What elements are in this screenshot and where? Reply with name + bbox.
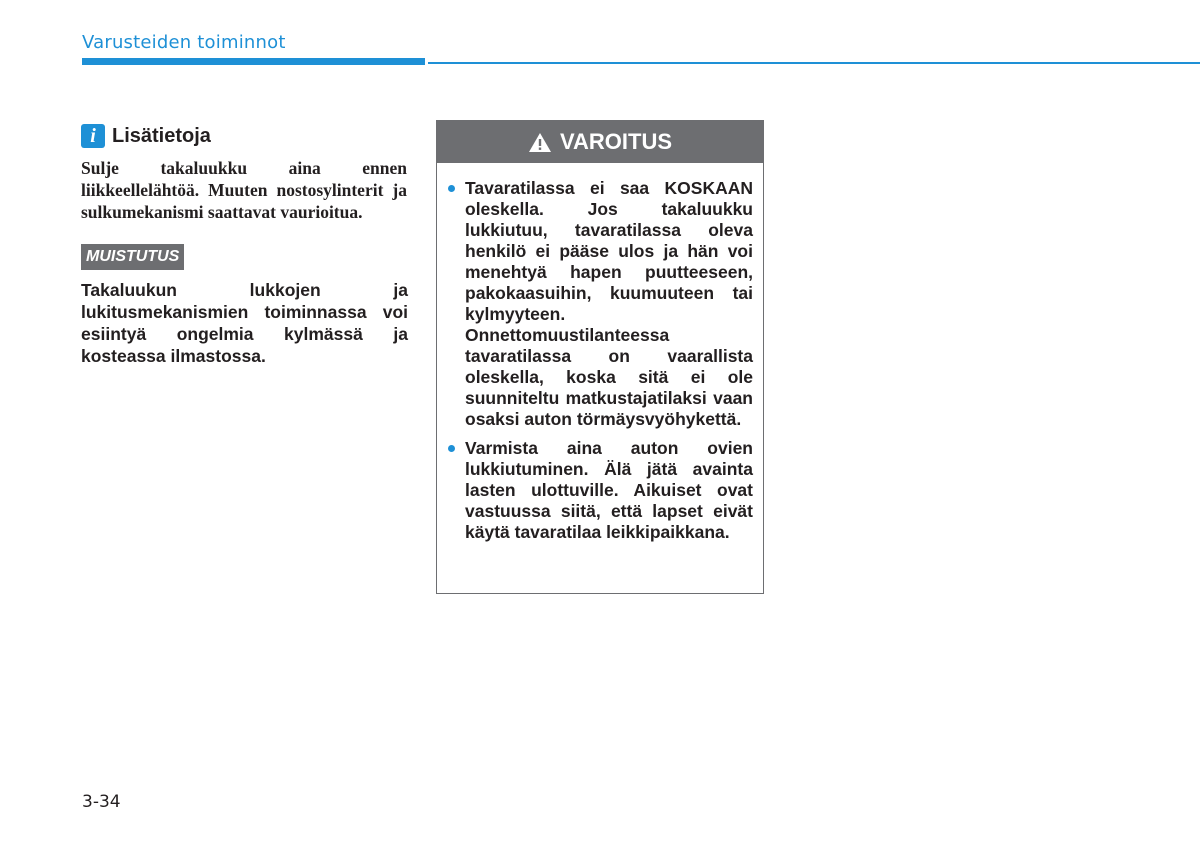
info-note-title: Lisätietoja [112, 124, 211, 147]
info-note-body: Sulje takaluukku aina ennen liikkeellelähtöä. Muuten nostosylinterit ja sulkumekanismi saattavat vaurioitua. [81, 158, 407, 222]
bullet-icon [448, 185, 455, 192]
warning-header [437, 121, 763, 163]
section-title: Varusteiden toiminnot [82, 32, 286, 53]
warning-box [436, 120, 764, 594]
header-rule-thick [82, 58, 425, 65]
warning-title: VAROITUS [559, 129, 673, 154]
notice-label: MUISTUTUS [81, 244, 184, 270]
warning-item [447, 438, 753, 543]
notice-body: Takaluukun lukkojen ja lukitusmekanismien toiminnassa voi esiintyä ongelmia kylmässä ja kosteassa ilmastossa. [81, 280, 408, 366]
info-icon: i [81, 124, 105, 148]
page-number: 3-34 [82, 792, 121, 812]
header-rule-thin [428, 62, 1200, 64]
warning-triangle-icon [528, 132, 552, 153]
warning-item-text: Tavaratilassa ei saa KOSKAAN oleskella. Jos takaluukku lukkiutuu, tavaratilassa oleva henkilö ei pääse ulos ja hän voi menehtyä hapen puutteeseen, pakokaasuihin, kuumuuteen tai kylmyyteen. Onnettomuustilanteessa tavaratilassa on vaarallista oleskella, koska sitä ei ole suunniteltu matkustajatilaksi vaan osaksi auton törmäysvyöhykettä. [465, 178, 753, 429]
warning-item-text: Varmista aina auton ovien lukkiutuminen. Älä jätä avainta lasten ulottuville. Aikuiset ovat vastuussa siitä, että lapset eivät käytä tavaratilaa leikkipaikkana. [465, 438, 753, 542]
warning-list [447, 178, 753, 551]
bullet-icon [448, 445, 455, 452]
warning-item [447, 178, 753, 430]
info-note-heading [81, 124, 211, 148]
